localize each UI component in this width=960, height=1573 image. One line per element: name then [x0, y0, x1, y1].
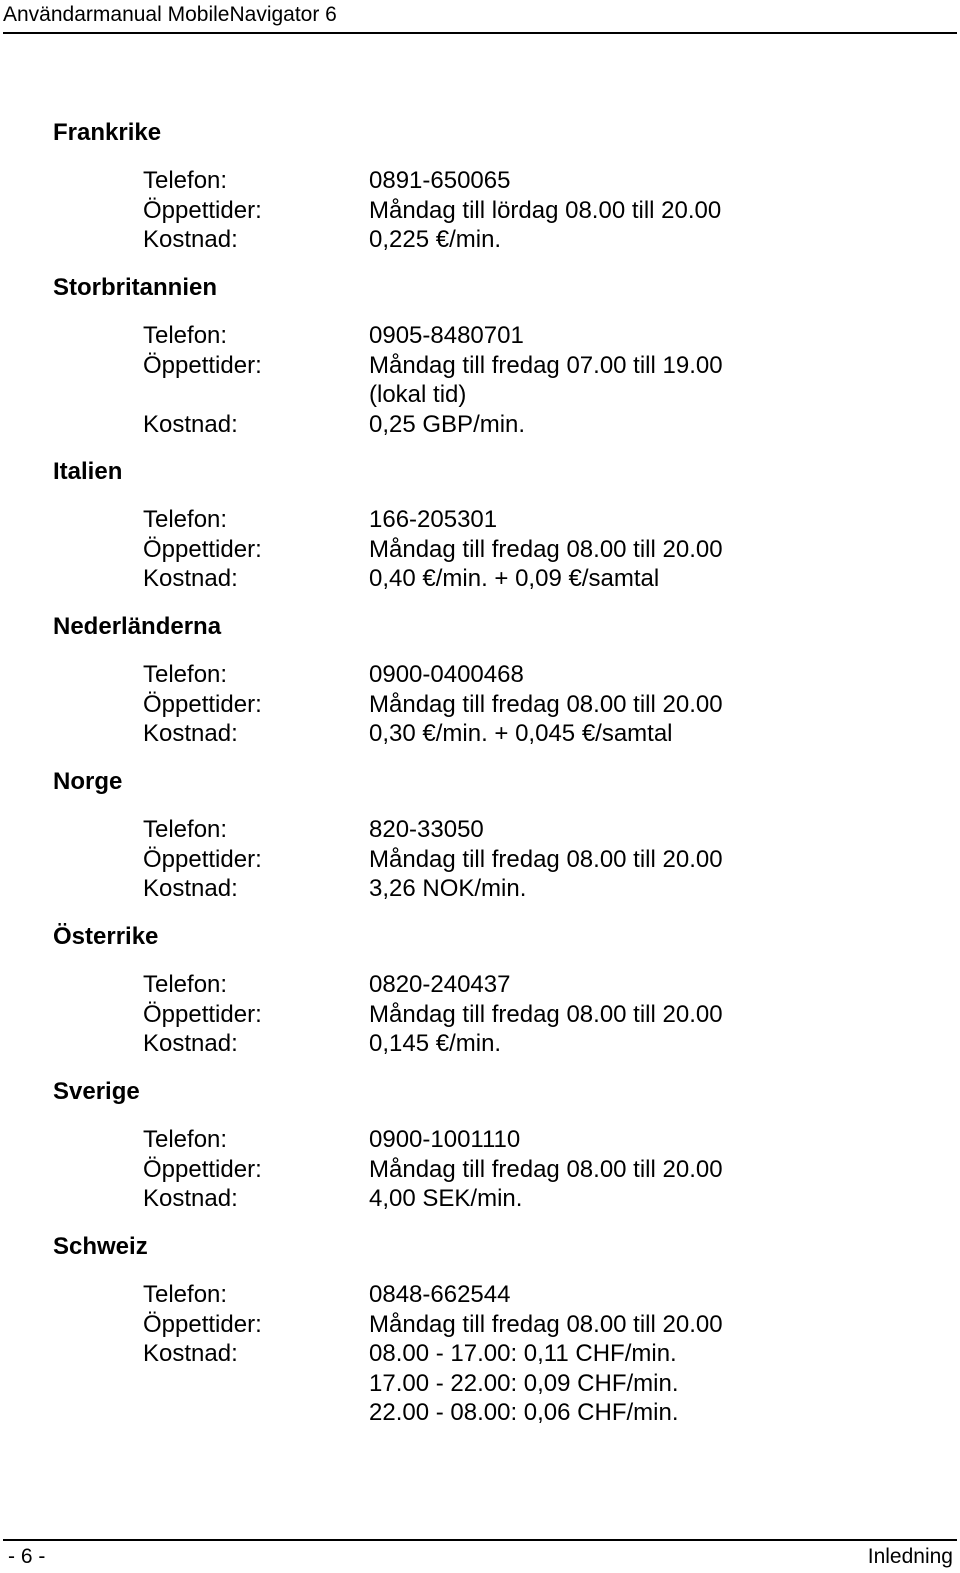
cost-label: Kostnad: — [143, 410, 238, 438]
country-heading: Österrike — [53, 923, 159, 950]
hours-label: Öppettider: — [143, 690, 262, 718]
hours-label: Öppettider: — [143, 1000, 262, 1028]
hours-label: Öppettider: — [143, 1310, 262, 1338]
document-title: Användarmanual MobileNavigator 6 — [3, 3, 337, 26]
cost-value: 0,225 €/min. — [369, 226, 502, 253]
hours-value: Måndag till fredag 08.00 till 20.00 — [369, 1310, 723, 1338]
hours-value: Måndag till fredag 08.00 till 20.00 — [369, 845, 723, 873]
contact-block — [143, 815, 943, 904]
cost-value: 0,145 €/min. — [369, 1030, 502, 1057]
country-heading: Nederländerna — [53, 613, 222, 640]
phone-label: Telefon: — [143, 506, 228, 533]
cost-label: Kostnad: — [143, 1030, 238, 1057]
cost-label: Kostnad: — [143, 1185, 238, 1212]
phone-label: Telefon: — [143, 816, 228, 843]
hours-value: Måndag till fredag 08.00 till 20.00 — [369, 690, 723, 718]
cost-value: 0,40 €/min. + 0,09 €/samtal — [369, 565, 660, 592]
contact-block — [143, 1125, 943, 1214]
phone-label: Telefon: — [143, 322, 228, 349]
cost-value: 3,26 NOK/min. — [369, 875, 527, 902]
section-name: Inledning — [867, 1545, 953, 1568]
hours-value: Måndag till fredag 07.00 till 19.00 — [369, 351, 723, 379]
hours-label: Öppettider: — [143, 196, 262, 224]
phone-value: 166-205301 — [369, 506, 498, 533]
cost-value: 4,00 SEK/min. — [369, 1185, 523, 1212]
country-heading: Frankrike — [53, 119, 162, 146]
phone-label: Telefon: — [143, 1281, 228, 1308]
cost-label: Kostnad: — [143, 875, 238, 902]
hours-value: Måndag till fredag 08.00 till 20.00 — [369, 1155, 723, 1183]
contact-block — [143, 166, 943, 255]
hours-value: Måndag till fredag 08.00 till 20.00 — [369, 535, 723, 563]
country-heading: Norge — [53, 768, 123, 795]
phone-label: Telefon: — [143, 661, 228, 688]
country-heading: Storbritannien — [53, 274, 218, 301]
hours-value: Måndag till fredag 08.00 till 20.00 — [369, 1000, 723, 1028]
cost-label: Kostnad: — [143, 1340, 238, 1367]
hours-label: Öppettider: — [143, 1155, 262, 1183]
cost-value: 0,25 GBP/min. — [369, 410, 526, 438]
phone-value: 0848-662544 — [369, 1281, 511, 1308]
cost-value: 0,30 €/min. + 0,045 €/samtal — [369, 720, 673, 747]
phone-value: 0891-650065 — [369, 167, 511, 194]
phone-value: 0905-8480701 — [369, 322, 524, 349]
hours-label: Öppettider: — [143, 845, 262, 873]
hours-label: Öppettider: — [143, 535, 262, 563]
cost-value: 22.00 - 08.00: 0,06 CHF/min. — [369, 1399, 679, 1426]
country-heading: Sverige — [53, 1078, 140, 1105]
contact-block — [143, 321, 943, 439]
cost-value: 08.00 - 17.00: 0,11 CHF/min. — [369, 1340, 677, 1367]
phone-value: 0820-240437 — [369, 971, 511, 998]
cost-label: Kostnad: — [143, 565, 238, 592]
hours-label: Öppettider: — [143, 351, 262, 379]
cost-label: Kostnad: — [143, 226, 238, 253]
contact-block — [143, 970, 943, 1059]
cost-label: Kostnad: — [143, 720, 238, 747]
contact-block — [143, 1280, 943, 1428]
cost-value: 17.00 - 22.00: 0,09 CHF/min. — [369, 1369, 679, 1397]
phone-value: 820-33050 — [369, 816, 484, 843]
phone-label: Telefon: — [143, 971, 228, 998]
country-heading: Schweiz — [53, 1233, 148, 1260]
hours-value: (lokal tid) — [369, 381, 467, 408]
phone-value: 0900-0400468 — [369, 661, 524, 688]
phone-value: 0900-1001110 — [369, 1126, 521, 1153]
country-heading: Italien — [53, 458, 123, 485]
page-footer — [3, 1539, 957, 1573]
phone-label: Telefon: — [143, 167, 228, 194]
contact-block — [143, 660, 943, 749]
hours-value: Måndag till lördag 08.00 till 20.00 — [369, 196, 722, 224]
page-number: - 6 - — [8, 1545, 46, 1568]
page-header — [3, 0, 957, 34]
phone-label: Telefon: — [143, 1126, 228, 1153]
contact-block — [143, 505, 943, 594]
